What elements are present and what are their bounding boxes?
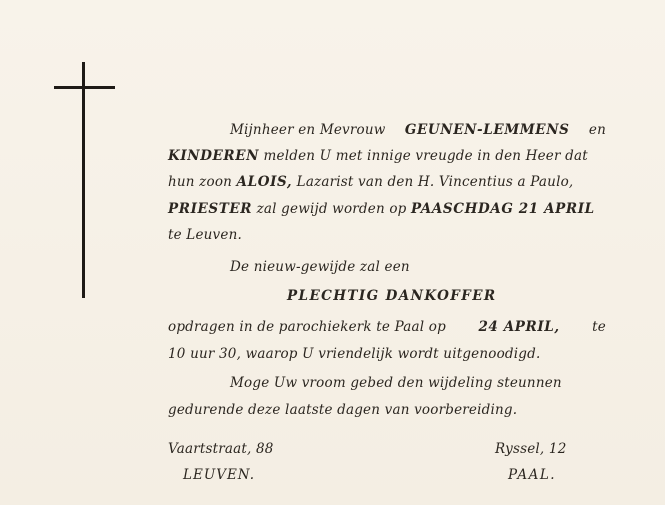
address-left-street: Vaartstraat, 88 xyxy=(168,441,274,457)
paragraph-4-line-1: Moge Uw vroom gebed den wijdeling steunnen xyxy=(230,375,562,391)
paragraph-3-line-2: 10 uur 30, waarop U vriendelijk wordt uitgenoodigd. xyxy=(168,346,541,362)
event-title: PLECHTIG DANKOFFER xyxy=(287,288,497,304)
cross-icon xyxy=(82,62,85,298)
text-fragment: zal gewijd worden op xyxy=(256,201,407,217)
address-right-street: Ryssel, 12 xyxy=(495,441,567,457)
son-name: ALOIS, xyxy=(236,174,293,190)
text-fragment: Mijnheer en Mevrouw xyxy=(230,122,386,138)
ordination-date: PAASCHDAG 21 APRIL xyxy=(411,201,595,217)
paragraph-1-line-4 xyxy=(168,200,608,218)
paragraph-3-line-1 xyxy=(168,318,606,336)
priest-label: PRIESTER xyxy=(168,201,253,217)
paragraph-2: De nieuw-gewijde zal een xyxy=(230,259,410,275)
children-label: KINDEREN xyxy=(168,148,260,164)
paragraph-1-line-3 xyxy=(168,173,608,191)
text-fragment: Lazarist van den H. Vincentius a Paulo, xyxy=(296,174,574,190)
text-fragment: te xyxy=(592,319,606,335)
paragraph-1-line-1 xyxy=(230,121,606,139)
cross-icon-bar xyxy=(54,86,115,89)
paragraph-4-line-2: gedurende deze laatste dagen van voorbereiding. xyxy=(168,402,518,418)
text-fragment: en xyxy=(588,122,606,138)
text-fragment: hun zoon xyxy=(168,174,233,190)
paragraph-1-line-2 xyxy=(168,147,606,165)
family-name: GEUNEN-LEMMENS xyxy=(404,122,570,138)
address-right-city: PAAL. xyxy=(508,467,557,483)
paragraph-1-line-5: te Leuven. xyxy=(168,227,242,243)
text-fragment: melden U met innige vreugde in den Heer dat xyxy=(263,148,588,164)
address-left-city: LEUVEN. xyxy=(183,467,256,483)
event-date: 24 APRIL, xyxy=(478,319,560,335)
text-fragment: opdragen in de parochiekerk te Paal op xyxy=(168,319,446,335)
